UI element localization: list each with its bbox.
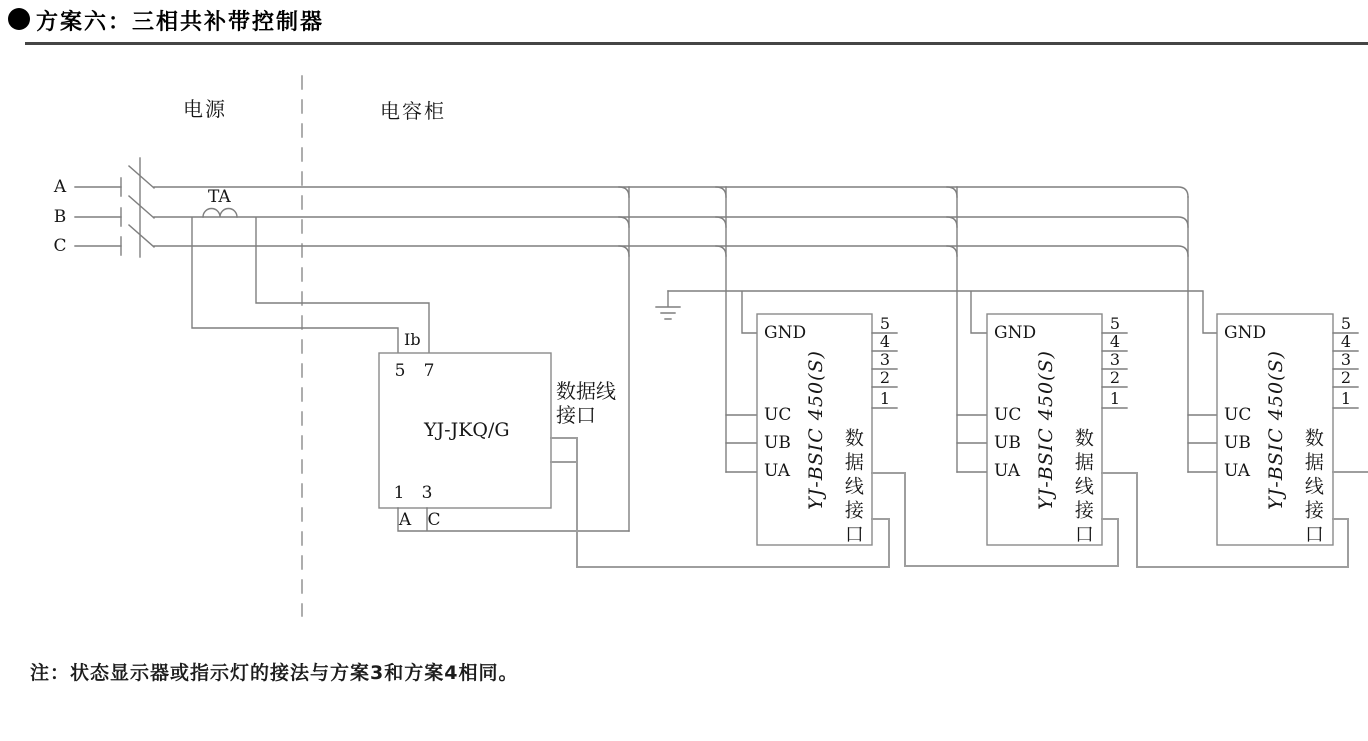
bsic3-ua-label: UA	[1224, 461, 1251, 481]
phase-label-b: B	[53, 207, 67, 227]
bsic2-model: YJ-BSIC 450(S)	[1035, 350, 1057, 510]
controller-data-stubs	[551, 438, 577, 462]
bsic1-pin-1: 1	[879, 389, 891, 408]
phase-label-c: C	[53, 236, 67, 256]
controller-data-interface-line2: 接口	[556, 403, 596, 427]
bsic3-pin-1: 1	[1340, 389, 1352, 408]
footnote: 注：状态显示器或指示灯的接法与方案3和方案4相同。	[30, 662, 519, 684]
page-title: 方案六：三相共补带控制器	[36, 10, 325, 35]
bsic2-ub-label: UB	[994, 433, 1021, 453]
ct-secondary-label: Ib	[404, 330, 421, 349]
switch-blades	[129, 166, 154, 247]
bsic3-gnd-label: GND	[1224, 323, 1267, 343]
bsic3-uc-label: UC	[1224, 405, 1252, 425]
phase-line-c	[154, 246, 1188, 256]
controller-terminal-3: 3	[421, 483, 433, 503]
bsic1-pin-4: 4	[879, 332, 891, 351]
bsic1-gnd-label: GND	[764, 323, 807, 343]
bsic2-pin-4: 4	[1109, 332, 1121, 351]
bsic1-pin-3: 3	[879, 350, 891, 369]
bsic3-pin-4: 4	[1340, 332, 1352, 351]
bsic3-data-interface-label: 数据线接口	[1301, 428, 1324, 548]
controller-model: YJ-JKQ/G	[424, 419, 510, 441]
bsic2-pin-2: 2	[1109, 368, 1121, 387]
ground-bus	[668, 291, 1217, 333]
controller-phase-terminal-c: C	[427, 510, 441, 530]
bsic2-uc-label: UC	[994, 405, 1022, 425]
bsic1-pin-5: 5	[879, 314, 891, 333]
bsic1-model: YJ-BSIC 450(S)	[805, 350, 827, 510]
bsic3-pin-3: 3	[1340, 350, 1352, 369]
phase-line-b	[154, 217, 1188, 227]
bsic2-pin-5: 5	[1109, 314, 1121, 333]
phase-label-a: A	[53, 177, 67, 197]
region-label-capacitor-cabinet: 电容柜	[380, 99, 446, 123]
bsic2-voltage-stubs	[957, 415, 987, 472]
ct-coil	[203, 209, 237, 218]
controller-terminal-7: 7	[423, 361, 435, 381]
bsic1-ub-label: UB	[764, 433, 791, 453]
phase-line-a	[154, 187, 1188, 197]
bsic3-ub-label: UB	[1224, 433, 1251, 453]
ct-secondary-wire-s1	[192, 218, 398, 353]
ct-label: TA	[208, 187, 231, 207]
controller-terminal-5: 5	[394, 361, 406, 381]
bsic1-uc-label: UC	[764, 405, 792, 425]
bsic2-pin-1: 1	[1109, 389, 1121, 408]
region-label-power: 电源	[183, 97, 227, 121]
bsic1-pin-2: 2	[879, 368, 891, 387]
controller-phase-terminal-a: A	[398, 510, 412, 530]
controller-data-interface-line1: 数据线	[556, 379, 616, 403]
bsic3-pin-2: 2	[1340, 368, 1352, 387]
controller-terminal-1: 1	[393, 483, 405, 503]
bsic1-ua-label: UA	[764, 461, 791, 481]
bsic2-gnd-label: GND	[994, 323, 1037, 343]
bsic3-pin-5: 5	[1340, 314, 1352, 333]
bsic2-data-interface-label: 数据线接口	[1071, 428, 1094, 548]
bsic3-model: YJ-BSIC 450(S)	[1265, 350, 1287, 510]
bsic1-data-interface-label: 数据线接口	[841, 428, 864, 548]
ground-symbol-icon	[656, 291, 680, 319]
bsic1-voltage-stubs	[726, 415, 757, 472]
bsic3-voltage-stubs	[1188, 415, 1217, 472]
bsic2-pin-3: 3	[1109, 350, 1121, 369]
phase-incoming-lines	[75, 187, 121, 246]
bsic2-ua-label: UA	[994, 461, 1021, 481]
